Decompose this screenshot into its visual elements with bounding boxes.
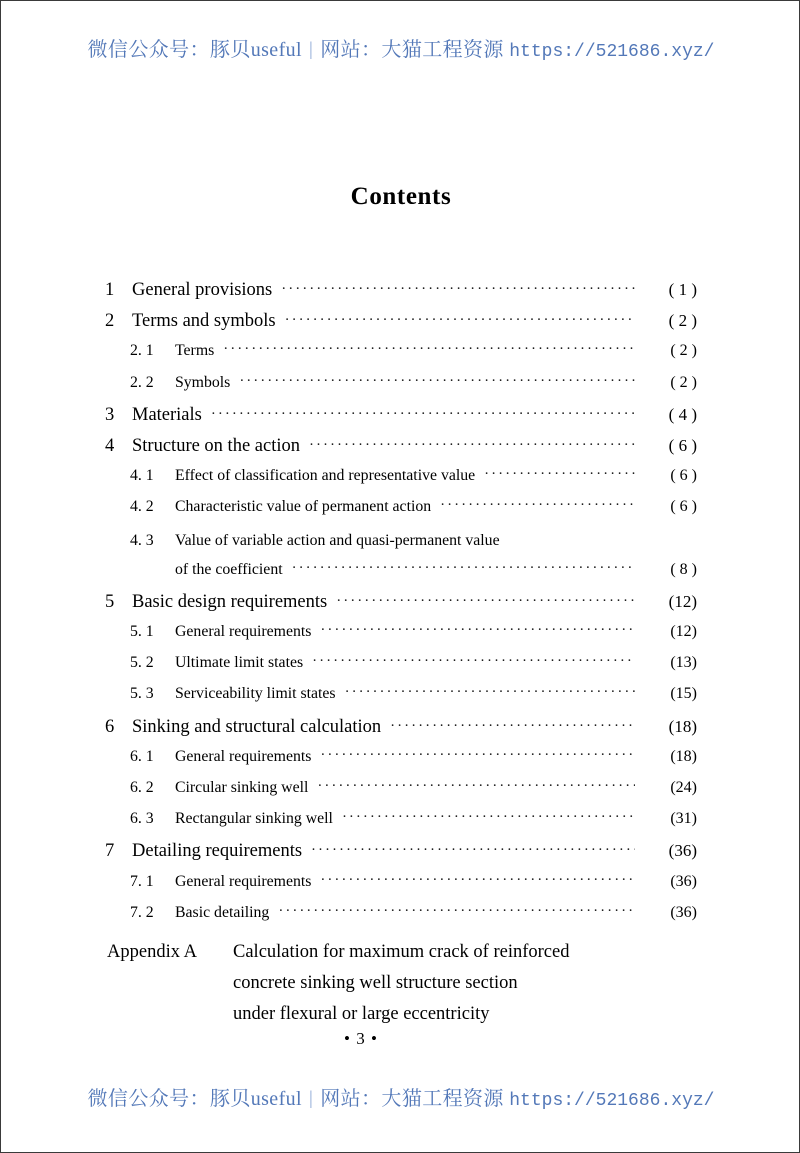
watermark-wechat-label: 微信公众号：豚贝useful bbox=[87, 39, 302, 61]
toc-dot-leader bbox=[345, 686, 635, 702]
toc-entry-page: ( 8 ) bbox=[670, 560, 697, 578]
toc-dot-leader bbox=[312, 654, 635, 670]
page-title: Contents bbox=[350, 183, 452, 210]
toc-entry[interactable] bbox=[105, 374, 697, 405]
toc-entry-number: 4 bbox=[105, 435, 115, 456]
toc-entry-page: ( 6 ) bbox=[670, 498, 697, 516]
toc-entry-label: Circular sinking well bbox=[175, 779, 309, 796]
toc-entry-number: 5. 1 bbox=[130, 623, 154, 641]
toc-entry[interactable] bbox=[105, 467, 697, 498]
toc-entry-label: Materials bbox=[132, 404, 202, 425]
toc-dot-leader bbox=[336, 594, 635, 613]
toc-dot-leader bbox=[484, 467, 635, 483]
page-number-folio: • 3 • bbox=[344, 1029, 378, 1048]
toc-entry-number: 4. 1 bbox=[130, 467, 154, 485]
toc-dot-leader bbox=[311, 843, 635, 862]
toc-entry[interactable] bbox=[105, 498, 697, 529]
toc-entry-number: 5 bbox=[105, 591, 115, 612]
toc-dot-leader bbox=[211, 407, 635, 426]
toc-entry[interactable] bbox=[105, 810, 697, 841]
toc-entry-label: Ultimate limit states bbox=[175, 654, 304, 672]
toc-entry-number: 6. 2 bbox=[130, 779, 154, 796]
toc-entry-number: 2. 1 bbox=[130, 342, 154, 360]
watermark-wechat-label: 微信公众号：豚贝useful bbox=[87, 1088, 302, 1110]
toc-entry-page: (36) bbox=[670, 872, 697, 890]
toc-entry-label: Basic design requirements bbox=[132, 591, 328, 612]
toc-entry[interactable] bbox=[105, 748, 697, 779]
toc-dot-leader bbox=[342, 810, 635, 826]
toc-entry-page: (15) bbox=[670, 685, 697, 703]
toc-entry-label: General requirements bbox=[175, 623, 312, 641]
toc-entry[interactable] bbox=[105, 561, 697, 592]
toc-entry-number: 6. 1 bbox=[130, 747, 154, 765]
toc-entry-number: 7 bbox=[105, 841, 115, 862]
toc-entry-page: (24) bbox=[670, 779, 697, 796]
toc-dot-leader bbox=[309, 438, 635, 457]
toc-entry-number: 5. 2 bbox=[130, 654, 154, 672]
toc-dot-leader bbox=[440, 498, 635, 514]
toc-entry-number: 2. 2 bbox=[130, 373, 154, 391]
toc-entry-label: Characteristic value of permanent action bbox=[175, 498, 432, 516]
toc-entry-page: ( 1 ) bbox=[668, 280, 697, 299]
toc-entry[interactable] bbox=[105, 904, 697, 935]
toc-entry-number: 7. 2 bbox=[130, 903, 154, 921]
toc-entry-page: (13) bbox=[670, 654, 697, 672]
toc-entry-page: ( 4 ) bbox=[668, 404, 697, 424]
watermark-url: https://521686.xyz/ bbox=[509, 42, 715, 62]
toc-entry-label: Effect of classification and representative value bbox=[175, 467, 476, 485]
toc-dot-leader bbox=[239, 374, 635, 390]
toc-dot-leader bbox=[320, 873, 635, 889]
toc-dot-leader bbox=[317, 779, 635, 795]
toc-entry-number: 4. 2 bbox=[130, 498, 154, 516]
appendix-line: concrete sinking well structure section bbox=[233, 973, 518, 994]
toc-entry-page: (36) bbox=[670, 903, 697, 921]
watermark-top bbox=[1, 33, 800, 62]
toc-entry[interactable] bbox=[105, 654, 697, 685]
toc-entry-label: Rectangular sinking well bbox=[175, 810, 333, 828]
toc-entry[interactable] bbox=[105, 342, 697, 373]
toc-entry-label: Serviceability limit states bbox=[175, 685, 336, 703]
toc-entry-number: 6 bbox=[105, 716, 115, 737]
appendix-entry bbox=[107, 937, 707, 1031]
appendix-first-line bbox=[107, 937, 707, 968]
toc-entry[interactable] bbox=[105, 841, 697, 872]
toc-entry-page: ( 2 ) bbox=[670, 373, 697, 391]
toc-entry[interactable] bbox=[105, 311, 697, 342]
toc-entry[interactable] bbox=[105, 779, 697, 810]
toc-entry-number: 7. 1 bbox=[130, 872, 154, 890]
toc-entry[interactable] bbox=[105, 530, 697, 561]
toc-entry-page: ( 2 ) bbox=[670, 342, 697, 360]
toc-entry-number: 2 bbox=[105, 311, 115, 332]
toc-entry[interactable] bbox=[105, 873, 697, 904]
toc-entry[interactable] bbox=[105, 280, 697, 311]
toc-entry-label: General requirements bbox=[175, 872, 312, 890]
toc-dot-leader bbox=[292, 561, 635, 577]
watermark-separator: | bbox=[309, 39, 314, 60]
toc-entry-page: ( 2 ) bbox=[668, 311, 697, 331]
toc-entry-label: Detailing requirements bbox=[132, 841, 303, 862]
toc-entry-number: 4. 3 bbox=[130, 532, 154, 550]
toc-entry-number: 1 bbox=[105, 280, 115, 300]
toc-dot-leader bbox=[223, 342, 635, 358]
toc-entry[interactable] bbox=[105, 623, 697, 654]
toc-dot-leader bbox=[281, 282, 635, 301]
toc-dot-leader bbox=[509, 528, 635, 544]
toc-entry-label: Sinking and structural calculation bbox=[132, 716, 382, 737]
watermark-site-label: 网站：大猫工程资源 bbox=[320, 1088, 504, 1110]
toc-entry-page: (18) bbox=[668, 716, 697, 736]
toc-dot-leader bbox=[285, 313, 635, 332]
toc-entry-label: General requirements bbox=[175, 747, 312, 765]
toc-entry-label: Structure on the action bbox=[132, 435, 300, 456]
toc-entry[interactable] bbox=[105, 717, 697, 748]
toc-entry-label: Value of variable action and quasi-permanent value bbox=[175, 532, 500, 550]
toc-entry-label: of the coefficient bbox=[175, 560, 283, 578]
appendix-line: Calculation for maximum crack of reinforced bbox=[233, 942, 570, 962]
toc-entry-number: 6. 3 bbox=[130, 810, 154, 828]
toc-entry-label: Symbols bbox=[175, 373, 231, 391]
toc-entry[interactable] bbox=[105, 436, 697, 467]
toc-entry[interactable] bbox=[105, 685, 697, 716]
toc-entry-label: General provisions bbox=[132, 280, 273, 300]
table-of-contents bbox=[105, 280, 697, 935]
toc-dot-leader bbox=[320, 748, 635, 764]
toc-entry-number: 3 bbox=[105, 404, 115, 425]
watermark-bottom bbox=[1, 1082, 800, 1111]
toc-dot-leader bbox=[320, 623, 635, 639]
toc-entry-page: (36) bbox=[668, 841, 697, 861]
watermark-url: https://521686.xyz/ bbox=[509, 1091, 715, 1111]
toc-entry-page: (12) bbox=[670, 623, 697, 641]
toc-entry-label: Basic detailing bbox=[175, 903, 270, 921]
toc-entry-number: 5. 3 bbox=[130, 685, 154, 703]
watermark-separator: | bbox=[309, 1088, 314, 1109]
toc-entry-label: Terms bbox=[175, 342, 215, 360]
watermark-site-label: 网站：大猫工程资源 bbox=[320, 39, 504, 61]
toc-entry-label: Terms and symbols bbox=[132, 311, 276, 332]
toc-entry[interactable] bbox=[105, 405, 697, 436]
toc-entry-page: (31) bbox=[670, 810, 697, 828]
toc-entry[interactable] bbox=[105, 592, 697, 623]
toc-entry-page: (12) bbox=[668, 591, 697, 611]
appendix-line: under flexural or large eccentricity bbox=[233, 1004, 490, 1025]
toc-dot-leader bbox=[278, 904, 635, 920]
toc-entry-page: ( 6 ) bbox=[670, 467, 697, 485]
toc-dot-leader bbox=[390, 718, 635, 737]
appendix-tag: Appendix A bbox=[107, 942, 197, 962]
toc-entry-page: (18) bbox=[670, 747, 697, 765]
toc-entry-page: ( 6 ) bbox=[668, 435, 697, 455]
